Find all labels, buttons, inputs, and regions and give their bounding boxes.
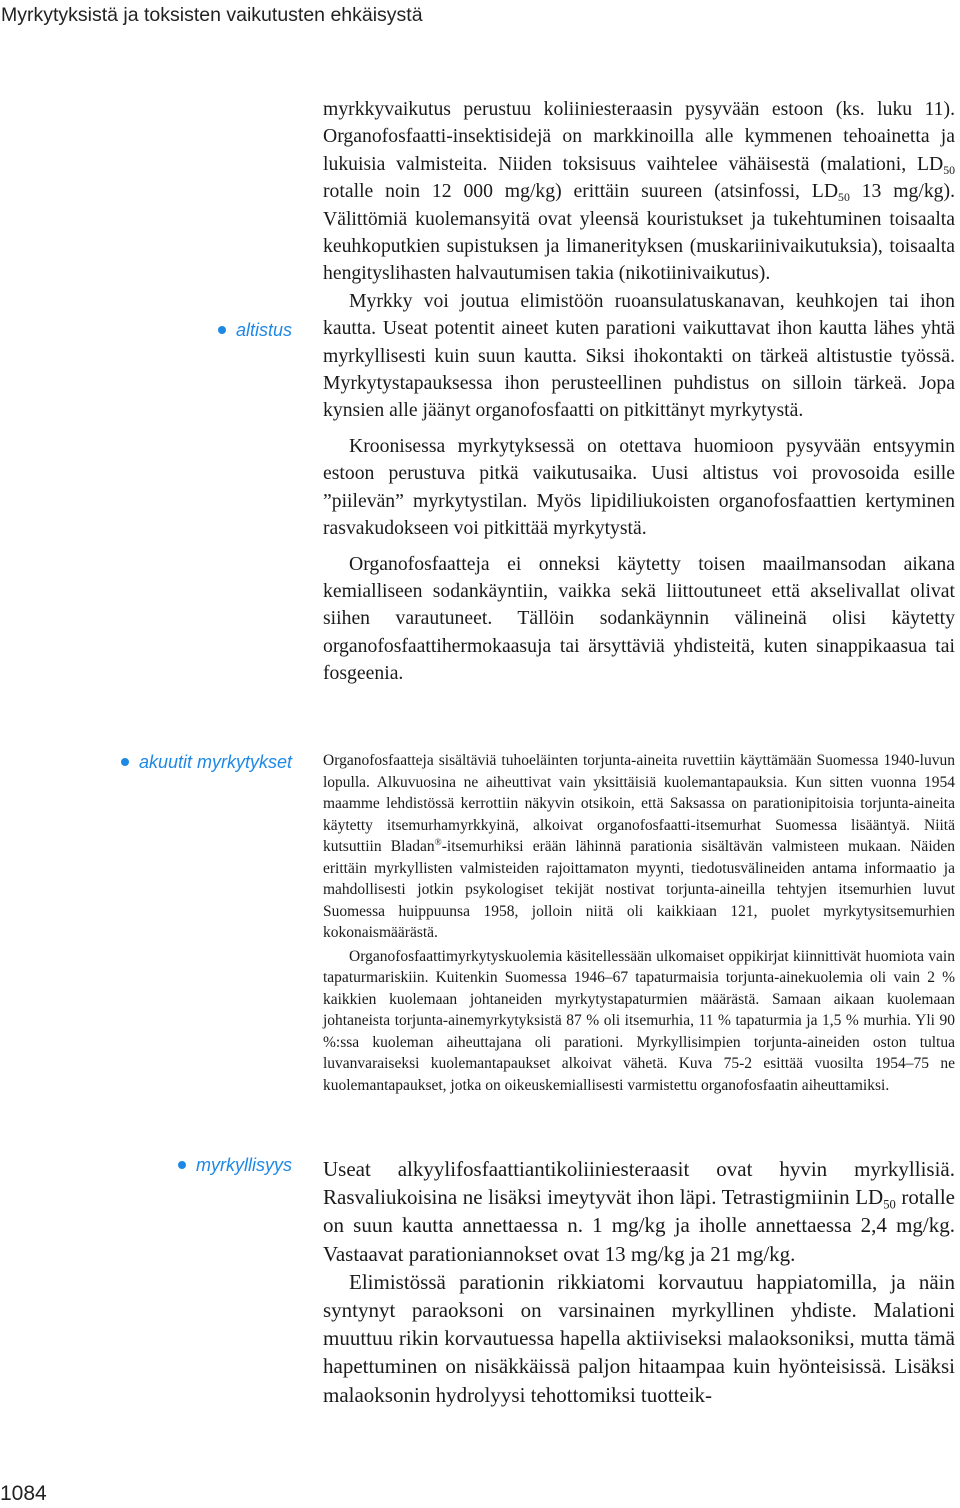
main-text-top [323, 96, 955, 688]
text-run: myrkkyvaikutus perustuu koliiniesteraasin pysyvään estoon (ks. luku 11). Organofosfaatti-insektisidejä on markkinoilla alle kymmenen tehoainetta ja lukuisia valmisteita. Niiden toksisuus vaihtelee vähäisestä (malationi, LD [323, 98, 955, 175]
margin-note-label: akuutit myrkytykset [138, 752, 292, 772]
text-run: rotalle noin 12 000 mg/kg) erittäin suureen (atsinfossi, LD [323, 180, 839, 203]
paragraph: Myrkky voi joutua elimistöön ruoansulatuskanavan, keuhkojen tai ihon kautta. Useat potentit aineet kuten parationi vaikuttavat ihon kautta lähes yhtä myrkyllisesti kuin suun kautta. Siksi ihokontakti on tärkeä altistustie työssä. Myrkytystapauksessa ihon perusteellinen puhdistus on silloin tärkeä. Jopa kynsien alle jäänyt organofosfaatti on pitkittänyt myrkytystä. [323, 289, 955, 422]
bullet-icon [121, 758, 129, 766]
paragraph [323, 1155, 955, 1268]
paragraph [323, 96, 955, 288]
paragraph: Elimistössä parationin rikkiatomi korvautuu happiatomilla, ja näin syntynyt paraoksoni on varsinainen myrkyllinen yhdiste. Malationi muuttuu rikin korvautuessa hapella aktiiviseksi malaoksoniksi, mutta tämä hapettuminen on nisäkkäissä paljon hitaampaa kuin hyönteisissä. Lisäksi malaoksonin hydrolyysi tehottomiksi tuotteik- [323, 1269, 955, 1407]
subscript: 50 [883, 1197, 896, 1212]
history-note [323, 750, 955, 1096]
main-text-lower [323, 1155, 955, 1409]
text-run: 13 mg/kg). Välittömiä kuolemansyitä ovat yleensä kouristukset ja tukehtuminen toisaalta keuhkoputkien supistuksen ja limanerityksen (muskariinivaikutuksia), toisaalta hengityslihasten halvautumisen takia (nikotiinivaikutus). [323, 180, 955, 285]
text-run: -itsemurhiksi erään lähinnä parationia sisältävän valmisteen mukaan. Näiden erittäin myrkyllisten valmisteiden rajoittamaton myynti, tiedotusvälineiden antama informaatio ja mahdollisesti jotkin psykologiset tekijät nostivat torjunta-aineilla tehtyjen itsemurhien luvut Suomessa huippuunsa 1958, jolloin niitä oli kaikkiaan 121, puolet myrkytysitsemurhien kokonaismäärästä. [323, 838, 955, 941]
margin-note-altistus [218, 318, 292, 342]
margin-note-label: myrkyllisyys [196, 1155, 292, 1175]
subscript: 50 [943, 162, 955, 177]
text-run: rotalle on suun kautta annettaessa n. 1 mg/kg ja iholle annettaessa 2,4 mg/kg. Vastaavat parationiannokset ovat 13 mg/kg ja 21 mg/kg. [323, 1185, 955, 1266]
bullet-icon [218, 326, 226, 334]
margin-note-label: altistus [235, 320, 292, 340]
margin-note-myrkyllisyys [178, 1153, 292, 1177]
text-run: Useat alkyylifosfaattiantikoliiniesteraasit ovat hyvin myrkyllisiä. Rasvaliukoisina ne lisäksi imeytyvät ihon läpi. Tetrastigmiinin LD [323, 1157, 955, 1210]
paragraph: Organofosfaatteja ei onneksi käytetty toisen maailmansodan aikana kemialliseen sodankäyntiin, vaikka sekä liittoutuneet että akselivallat olivat siihen varautuneet. Tällöin sodankäynnin välineinä olisi käytetty organofosfaattihermokaasuja tai ärsyttäviä yhdisteitä, kuten sinappikaasua tai fosgeenia. [323, 552, 955, 685]
page-number: 1084 [0, 1482, 47, 1505]
note-paragraph: Organofosfaattimyrkytyskuolemia käsitellessään ulkomaiset oppikirjat kiinnittivät huomiota vain tapaturmariskiin. Kuitenkin Suomessa 1946–67 tapaturmaisia torjunta-ainekuolemia oli vain 2 % kaikkien kuolemaan johtaneiden myrkytystapaturmien määrästä. Samaan aikaan kuolemaan johtaneista torjunta-ainemyrkytyksistä 87 % oli itsemurhia, 11 % tapaturmia ja 1,5 % murhia. Yli 90 %:ssa kuoleman aiheuttajana oli parationi. Myrkyllisimpien torjunta-aineiden oston tultua luvanvaraiseksi kuolemantapaukset alkoivat vähetä. Kuva 75-2 esittää vuosilta 1954–75 ne kuolemantapaukset, jotka on oikeuskemiallisesti varmistettu organofosfaatin aiheuttamiksi. [323, 947, 955, 1094]
note-paragraph [323, 750, 955, 944]
registered-mark: ® [434, 837, 442, 848]
bullet-icon [178, 1161, 186, 1169]
text-run: Organofosfaatteja sisältäviä tuhoeläinten torjunta-aineita ruvettiin käyttämään Suomessa 1940-luvun lopulla. Alkuvuosina ne aiheuttivat vain yksittäisiä kuolemantapauksia. Kun sitten vuonna 1954 maamme lehdistössä kerrottiin näkyvin otsikoin, että Saksassa on parationipitoisia torjunta-aineita käytetty itsemurhamyrkkyinä, alkoivat organofosfaatti-itsemurhat Suomessa lisääntyä. Niitä kutsuttiin Bladan [323, 752, 955, 855]
running-header: Myrkytyksistä ja toksisten vaikutusten ehkäisystä [1, 4, 423, 26]
margin-note-akuutit [121, 750, 292, 774]
paragraph: Kroonisessa myrkytyksessä on otettava huomioon pysyvään entsyymin estoon perustuva pitkä vaikutusaika. Uusi altistus voi provosoida esille ”piilevän” myrkytystilan. Myös lipidiliukoisten organofosfaattien kertyminen rasvakudokseen voi pitkittää myrkytystä. [323, 434, 955, 540]
subscript: 50 [838, 190, 850, 205]
